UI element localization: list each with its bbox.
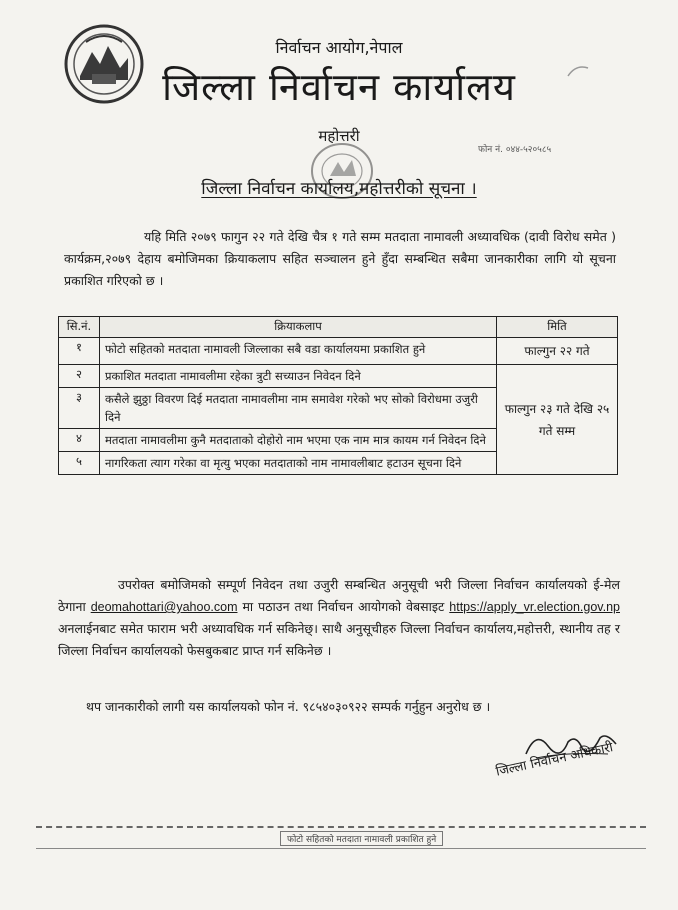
row-sn: २ <box>59 365 100 388</box>
notice-title-text: जिल्ला निर्वाचन कार्यालय,महोत्तरीको सूचना । <box>201 179 477 199</box>
header-date: मिति <box>497 317 618 338</box>
activity-table <box>58 316 618 475</box>
row-sn: ३ <box>59 388 100 429</box>
table-row <box>59 365 618 388</box>
org-name: निर्वाचन आयोग,नेपाल <box>275 38 403 57</box>
notice-title <box>0 176 678 199</box>
row-activity: नागरिकता त्याग गरेका वा मृत्यु भएका मतदाताको नाम नामावलीबाट हटाउन सूचना दिने <box>100 452 497 475</box>
footer-strip <box>36 826 646 849</box>
body-part2: मा पठाउन तथा निर्वाचन आयोगको वेबसाइट <box>242 599 445 614</box>
website-link[interactable]: https://apply_vr.election.gov.np <box>449 600 620 614</box>
row-date: फाल्गुन २२ गते <box>497 338 618 365</box>
row-sn: ४ <box>59 429 100 452</box>
row-sn: ५ <box>59 452 100 475</box>
row-activity: मतदाता नामावलीमा कुनै मतदाताको दोहोरो नाम भएमा एक नाम मात्र कायम गर्न निवेदन दिने <box>100 429 497 452</box>
notice-intro: यहि मिति २०७९ फागुन २२ गते देखि चैत्र १ गते सम्म मतदाता नामावली अध्यावधिक (दावी विरोध समेत ) कार्यक्रम,२०७९ देहाय बमोजिमका क्रियाकलाप सहित सञ्चालन हुने हुँदा सम्बन्धित सबैमा जानकारीका लागि यो सूचना प्रकाशित गरिएको छ । <box>64 229 616 288</box>
row-date-range: फाल्गुन २३ गते देखि २५ गते सम्म <box>497 365 618 475</box>
footer-strip-text: फोटो सहितको मतदाता नामावली प्रकाशित हुने <box>280 831 443 846</box>
table-header-row <box>59 317 618 338</box>
row-activity: फोटो सहितको मतदाता नामावली जिल्लाका सबै वडा कार्यालयमा प्रकाशित हुने <box>100 338 497 365</box>
table-row <box>59 338 618 365</box>
body-part1: उपरोक्त बमोजिमको सम्पूर्ण निवेदन तथा उजुरी सम्बन्धित अनुसूची भरी जिल्ला निर्वाचन कार्यालयको ई-मेल ठेगाना <box>58 577 620 614</box>
contact-paragraph: थप जानकारीको लागी यस कार्यालयको फोन नं. ९८५४०३०९२२ सम्पर्क गर्नुहुन अनुरोध छ । <box>86 699 491 714</box>
row-sn: १ <box>59 338 100 365</box>
email-link[interactable]: deomahottari@yahoo.com <box>90 600 238 614</box>
officer-title: जिल्ला निर्वाचन अधिकारी <box>494 740 615 780</box>
submission-paragraph <box>58 574 620 662</box>
header-sn: सि.नं. <box>59 317 100 338</box>
district-name: महोत्तरी <box>318 127 360 145</box>
row-activity: कसैले झुठ्ठा विवरण दिई मतदाता नामावलीमा नाम समावेश गरेको भए सोको विरोधमा उजुरी दिने <box>100 388 497 429</box>
office-title: जिल्ला निर्वाचन कार्यालय <box>162 65 516 109</box>
row-activity: प्रकाशित मतदाता नामावलीमा रहेका त्रुटी सच्याउन निवेदन दिने <box>100 365 497 388</box>
header-activity: क्रियाकलाप <box>100 317 497 338</box>
body-part3: अनलाईनबाट समेत फाराम भरी अध्यावधिक गर्न सकिनेछ्। साथै अनुसूचीहरु जिल्ला निर्वाचन कार्यालय,महोत्तरी, स्थानीय तह र जिल्ला निर्वाचन कार्यालयको फेसबुकबाट प्राप्त गर्न सकिनेछ । <box>58 621 620 658</box>
office-phone: फोन नं. ०४४-५२०५८५ <box>478 145 552 155</box>
